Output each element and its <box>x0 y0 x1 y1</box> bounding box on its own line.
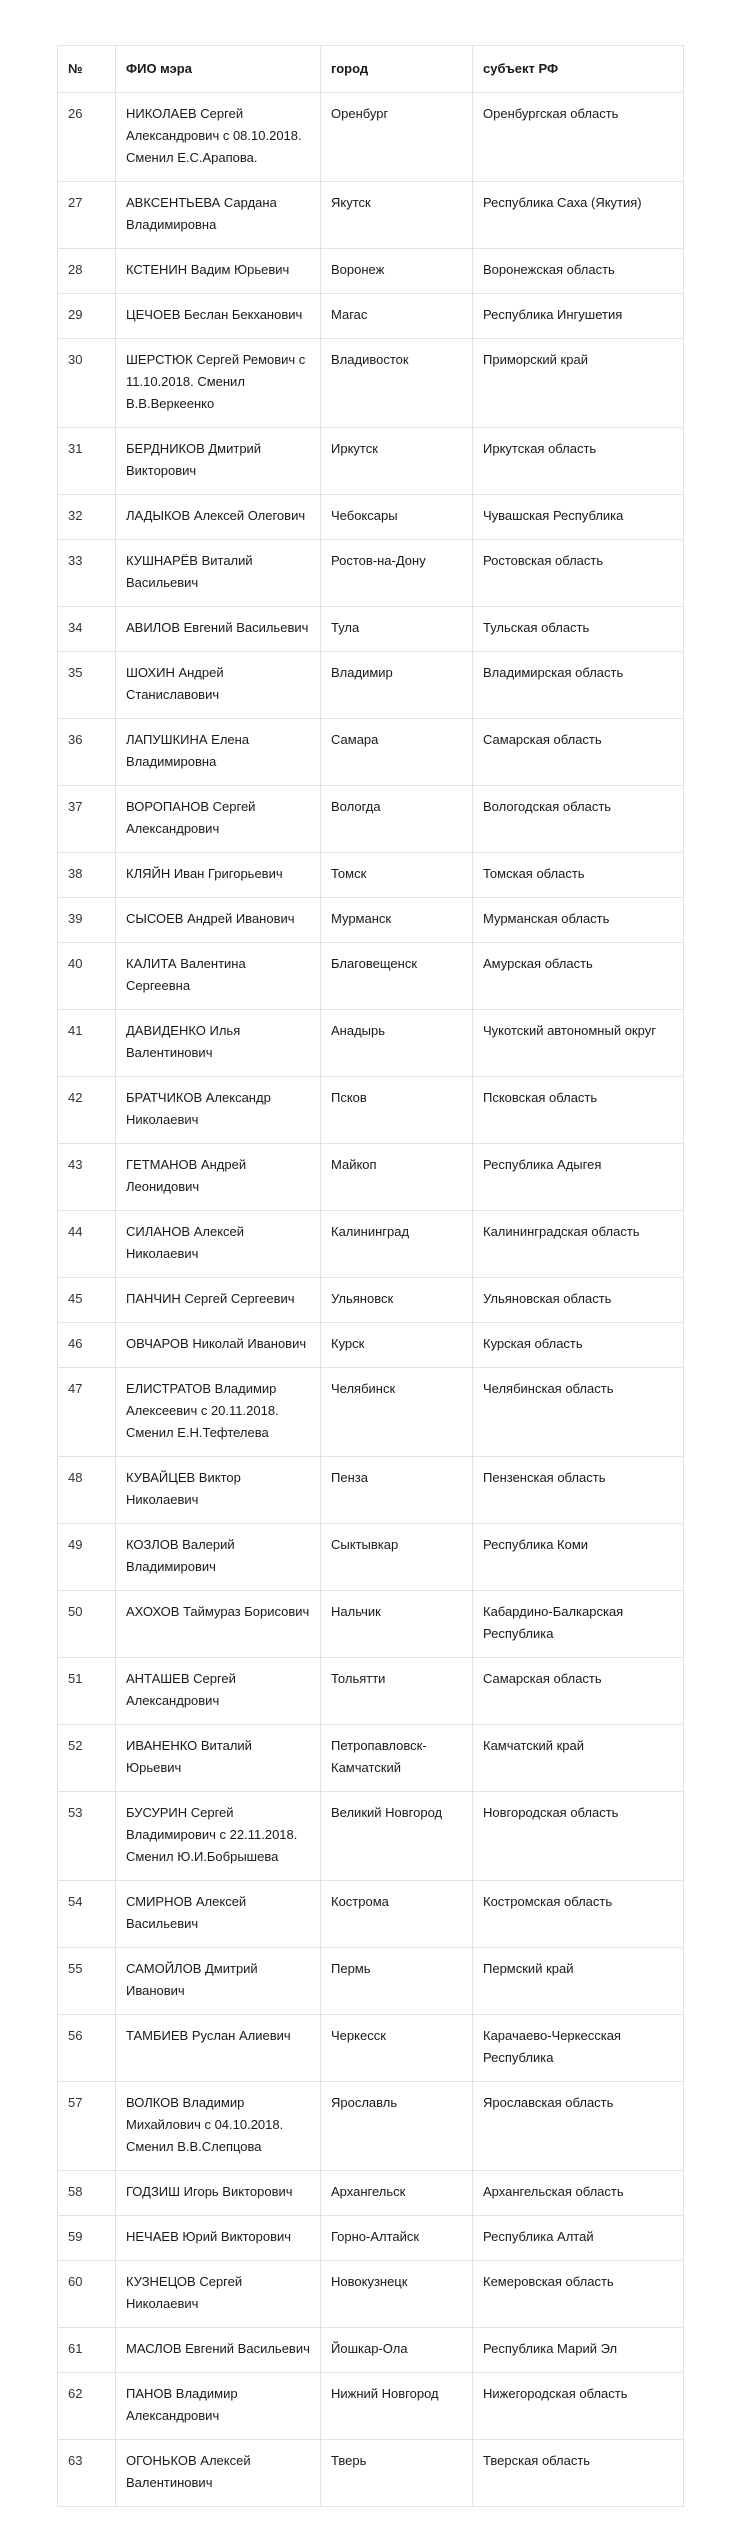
table-row <box>58 1725 684 1792</box>
cell-mayor-name: БЕРДНИКОВ Дмитрий Викторович <box>116 428 321 495</box>
cell-mayor-name: СИЛАНОВ Алексей Николаевич <box>116 1211 321 1278</box>
cell-mayor-name: ПАНЧИН Сергей Сергеевич <box>116 1278 321 1323</box>
cell-subject: Нижегородская область <box>473 2373 684 2440</box>
cell-city: Анадырь <box>321 1010 473 1077</box>
cell-number: 56 <box>58 2015 116 2082</box>
cell-mayor-name: ОГОНЬКОВ Алексей Валентинович <box>116 2440 321 2507</box>
cell-subject: Республика Адыгея <box>473 1144 684 1211</box>
header-city: город <box>321 46 473 93</box>
cell-subject: Тульская область <box>473 607 684 652</box>
cell-number: 31 <box>58 428 116 495</box>
table-row <box>58 339 684 428</box>
table-row <box>58 540 684 607</box>
cell-mayor-name: КУЗНЕЦОВ Сергей Николаевич <box>116 2261 321 2328</box>
cell-subject: Самарская область <box>473 719 684 786</box>
cell-mayor-name: ЛАДЫКОВ Алексей Олегович <box>116 495 321 540</box>
cell-subject: Новгородская область <box>473 1792 684 1881</box>
cell-city: Петропавловск-Камчатский <box>321 1725 473 1792</box>
cell-mayor-name: ОВЧАРОВ Николай Иванович <box>116 1323 321 1368</box>
cell-mayor-name: ЛАПУШКИНА Елена Владимировна <box>116 719 321 786</box>
cell-mayor-name: КЛЯЙН Иван Григорьевич <box>116 853 321 898</box>
table-row <box>58 1077 684 1144</box>
cell-subject: Костромская область <box>473 1881 684 1948</box>
cell-city: Нижний Новгород <box>321 2373 473 2440</box>
cell-mayor-name: АХОХОВ Таймураз Борисович <box>116 1591 321 1658</box>
cell-city: Йошкар-Ола <box>321 2328 473 2373</box>
cell-number: 58 <box>58 2171 116 2216</box>
cell-city: Самара <box>321 719 473 786</box>
table-row <box>58 652 684 719</box>
cell-city: Иркутск <box>321 428 473 495</box>
cell-mayor-name: МАСЛОВ Евгений Васильевич <box>116 2328 321 2373</box>
table-row <box>58 1323 684 1368</box>
cell-number: 48 <box>58 1457 116 1524</box>
cell-city: Ростов-на-Дону <box>321 540 473 607</box>
cell-city: Тула <box>321 607 473 652</box>
cell-mayor-name: КОЗЛОВ Валерий Владимирович <box>116 1524 321 1591</box>
cell-city: Горно-Алтайск <box>321 2216 473 2261</box>
table-row <box>58 1144 684 1211</box>
table-body <box>58 93 684 2507</box>
cell-number: 47 <box>58 1368 116 1457</box>
cell-city: Владимир <box>321 652 473 719</box>
cell-mayor-name: ТАМБИЕВ Руслан Алиевич <box>116 2015 321 2082</box>
cell-number: 26 <box>58 93 116 182</box>
cell-city: Томск <box>321 853 473 898</box>
cell-number: 34 <box>58 607 116 652</box>
cell-city: Архангельск <box>321 2171 473 2216</box>
header-mayor-name: ФИО мэра <box>116 46 321 93</box>
cell-mayor-name: АВИЛОВ Евгений Васильевич <box>116 607 321 652</box>
cell-subject: Пермский край <box>473 1948 684 2015</box>
cell-subject: Вологодская область <box>473 786 684 853</box>
cell-number: 35 <box>58 652 116 719</box>
cell-number: 37 <box>58 786 116 853</box>
cell-subject: Камчатский край <box>473 1725 684 1792</box>
cell-city: Воронеж <box>321 249 473 294</box>
cell-number: 28 <box>58 249 116 294</box>
cell-mayor-name: ШОХИН Андрей Станиславович <box>116 652 321 719</box>
cell-subject: Ульяновская область <box>473 1278 684 1323</box>
cell-city: Курск <box>321 1323 473 1368</box>
cell-city: Магас <box>321 294 473 339</box>
cell-city: Якутск <box>321 182 473 249</box>
cell-subject: Ярославская область <box>473 2082 684 2171</box>
table-row <box>58 495 684 540</box>
cell-mayor-name: КУВАЙЦЕВ Виктор Николаевич <box>116 1457 321 1524</box>
cell-mayor-name: СЫСОЕВ Андрей Иванович <box>116 898 321 943</box>
cell-subject: Самарская область <box>473 1658 684 1725</box>
table-row <box>58 1792 684 1881</box>
cell-subject: Иркутская область <box>473 428 684 495</box>
cell-city: Майкоп <box>321 1144 473 1211</box>
cell-city: Владивосток <box>321 339 473 428</box>
table-row <box>58 2082 684 2171</box>
cell-subject: Томская область <box>473 853 684 898</box>
cell-city: Новокузнецк <box>321 2261 473 2328</box>
cell-mayor-name: ЕЛИСТРАТОВ Владимир Алексеевич с 20.11.2018. Сменил Е.Н.Тефтелева <box>116 1368 321 1457</box>
cell-subject: Чувашская Республика <box>473 495 684 540</box>
cell-number: 51 <box>58 1658 116 1725</box>
cell-city: Сыктывкар <box>321 1524 473 1591</box>
cell-number: 57 <box>58 2082 116 2171</box>
mayors-table-container <box>57 45 683 2507</box>
cell-subject: Архангельская область <box>473 2171 684 2216</box>
table-row <box>58 607 684 652</box>
cell-city: Челябинск <box>321 1368 473 1457</box>
cell-subject: Республика Марий Эл <box>473 2328 684 2373</box>
table-row <box>58 2261 684 2328</box>
cell-number: 29 <box>58 294 116 339</box>
cell-number: 63 <box>58 2440 116 2507</box>
table-row <box>58 2440 684 2507</box>
cell-subject: Владимирская область <box>473 652 684 719</box>
cell-subject: Республика Алтай <box>473 2216 684 2261</box>
cell-number: 61 <box>58 2328 116 2373</box>
cell-number: 62 <box>58 2373 116 2440</box>
cell-mayor-name: АНТАШЕВ Сергей Александрович <box>116 1658 321 1725</box>
table-row <box>58 2328 684 2373</box>
cell-mayor-name: ИВАНЕНКО Виталий Юрьевич <box>116 1725 321 1792</box>
cell-subject: Воронежская область <box>473 249 684 294</box>
cell-city: Оренбург <box>321 93 473 182</box>
cell-mayor-name: КУШНАРЁВ Виталий Васильевич <box>116 540 321 607</box>
cell-mayor-name: ВОЛКОВ Владимир Михайлович с 04.10.2018. Сменил В.В.Слепцова <box>116 2082 321 2171</box>
table-row <box>58 2216 684 2261</box>
table-row <box>58 1457 684 1524</box>
table-row <box>58 93 684 182</box>
table-row <box>58 2373 684 2440</box>
table-row <box>58 1948 684 2015</box>
table-row <box>58 1591 684 1658</box>
cell-number: 30 <box>58 339 116 428</box>
cell-city: Кострома <box>321 1881 473 1948</box>
cell-mayor-name: БУСУРИН Сергей Владимирович с 22.11.2018. Сменил Ю.И.Бобрышева <box>116 1792 321 1881</box>
cell-number: 44 <box>58 1211 116 1278</box>
cell-number: 41 <box>58 1010 116 1077</box>
cell-subject: Карачаево-Черкесская Республика <box>473 2015 684 2082</box>
cell-subject: Псковская область <box>473 1077 684 1144</box>
cell-subject: Ростовская область <box>473 540 684 607</box>
cell-number: 36 <box>58 719 116 786</box>
table-row <box>58 428 684 495</box>
cell-city: Калининград <box>321 1211 473 1278</box>
cell-number: 60 <box>58 2261 116 2328</box>
cell-mayor-name: КАЛИТА Валентина Сергеевна <box>116 943 321 1010</box>
table-row <box>58 182 684 249</box>
cell-subject: Республика Коми <box>473 1524 684 1591</box>
cell-number: 54 <box>58 1881 116 1948</box>
cell-city: Пенза <box>321 1457 473 1524</box>
cell-number: 42 <box>58 1077 116 1144</box>
cell-city: Ярославль <box>321 2082 473 2171</box>
cell-number: 52 <box>58 1725 116 1792</box>
cell-subject: Республика Саха (Якутия) <box>473 182 684 249</box>
cell-number: 27 <box>58 182 116 249</box>
table-row <box>58 1658 684 1725</box>
cell-city: Псков <box>321 1077 473 1144</box>
cell-mayor-name: ГЕТМАНОВ Андрей Леонидович <box>116 1144 321 1211</box>
cell-mayor-name: НЕЧАЕВ Юрий Викторович <box>116 2216 321 2261</box>
table-header-row <box>58 46 684 93</box>
table-row <box>58 943 684 1010</box>
cell-city: Черкесск <box>321 2015 473 2082</box>
cell-city: Благовещенск <box>321 943 473 1010</box>
table-row <box>58 1278 684 1323</box>
cell-subject: Республика Ингушетия <box>473 294 684 339</box>
cell-number: 39 <box>58 898 116 943</box>
cell-mayor-name: ДАВИДЕНКО Илья Валентинович <box>116 1010 321 1077</box>
header-subject: субъект РФ <box>473 46 684 93</box>
table-row <box>58 2171 684 2216</box>
cell-city: Ульяновск <box>321 1278 473 1323</box>
cell-subject: Приморский край <box>473 339 684 428</box>
cell-subject: Калининградская область <box>473 1211 684 1278</box>
cell-city: Пермь <box>321 1948 473 2015</box>
cell-mayor-name: ЦЕЧОЕВ Беслан Бекханович <box>116 294 321 339</box>
cell-city: Мурманск <box>321 898 473 943</box>
cell-number: 53 <box>58 1792 116 1881</box>
cell-mayor-name: ГОДЗИШ Игорь Викторович <box>116 2171 321 2216</box>
cell-city: Чебоксары <box>321 495 473 540</box>
cell-mayor-name: ШЕРСТЮК Сергей Ремович с 11.10.2018. Сменил В.В.Веркеенко <box>116 339 321 428</box>
cell-mayor-name: ВОРОПАНОВ Сергей Александрович <box>116 786 321 853</box>
table-row <box>58 2015 684 2082</box>
cell-number: 50 <box>58 1591 116 1658</box>
cell-subject: Мурманская область <box>473 898 684 943</box>
cell-number: 43 <box>58 1144 116 1211</box>
table-row <box>58 1211 684 1278</box>
cell-subject: Курская область <box>473 1323 684 1368</box>
cell-subject: Челябинская область <box>473 1368 684 1457</box>
table-row <box>58 1010 684 1077</box>
cell-number: 45 <box>58 1278 116 1323</box>
table-row <box>58 249 684 294</box>
cell-number: 40 <box>58 943 116 1010</box>
cell-city: Тверь <box>321 2440 473 2507</box>
table-row <box>58 719 684 786</box>
cell-subject: Пензенская область <box>473 1457 684 1524</box>
cell-number: 55 <box>58 1948 116 2015</box>
cell-number: 38 <box>58 853 116 898</box>
table-row <box>58 853 684 898</box>
cell-number: 46 <box>58 1323 116 1368</box>
cell-mayor-name: БРАТЧИКОВ Александр Николаевич <box>116 1077 321 1144</box>
cell-subject: Тверская область <box>473 2440 684 2507</box>
cell-city: Тольятти <box>321 1658 473 1725</box>
cell-subject: Кабардино-Балкарская Республика <box>473 1591 684 1658</box>
cell-mayor-name: ПАНОВ Владимир Александрович <box>116 2373 321 2440</box>
cell-number: 32 <box>58 495 116 540</box>
cell-mayor-name: СМИРНОВ Алексей Васильевич <box>116 1881 321 1948</box>
table-row <box>58 786 684 853</box>
cell-subject: Кемеровская область <box>473 2261 684 2328</box>
table-row <box>58 1881 684 1948</box>
table-row <box>58 898 684 943</box>
cell-city: Великий Новгород <box>321 1792 473 1881</box>
mayors-table <box>57 45 684 2507</box>
cell-number: 49 <box>58 1524 116 1591</box>
table-row <box>58 1524 684 1591</box>
cell-city: Нальчик <box>321 1591 473 1658</box>
cell-subject: Оренбургская область <box>473 93 684 182</box>
cell-number: 33 <box>58 540 116 607</box>
cell-subject: Амурская область <box>473 943 684 1010</box>
header-number: № <box>58 46 116 93</box>
table-row <box>58 1368 684 1457</box>
cell-mayor-name: КСТЕНИН Вадим Юрьевич <box>116 249 321 294</box>
cell-mayor-name: САМОЙЛОВ Дмитрий Иванович <box>116 1948 321 2015</box>
cell-mayor-name: АВКСЕНТЬЕВА Сардана Владимировна <box>116 182 321 249</box>
cell-city: Вологда <box>321 786 473 853</box>
cell-subject: Чукотский автономный округ <box>473 1010 684 1077</box>
cell-number: 59 <box>58 2216 116 2261</box>
table-row <box>58 294 684 339</box>
cell-mayor-name: НИКОЛАЕВ Сергей Александрович с 08.10.2018. Сменил Е.С.Арапова. <box>116 93 321 182</box>
